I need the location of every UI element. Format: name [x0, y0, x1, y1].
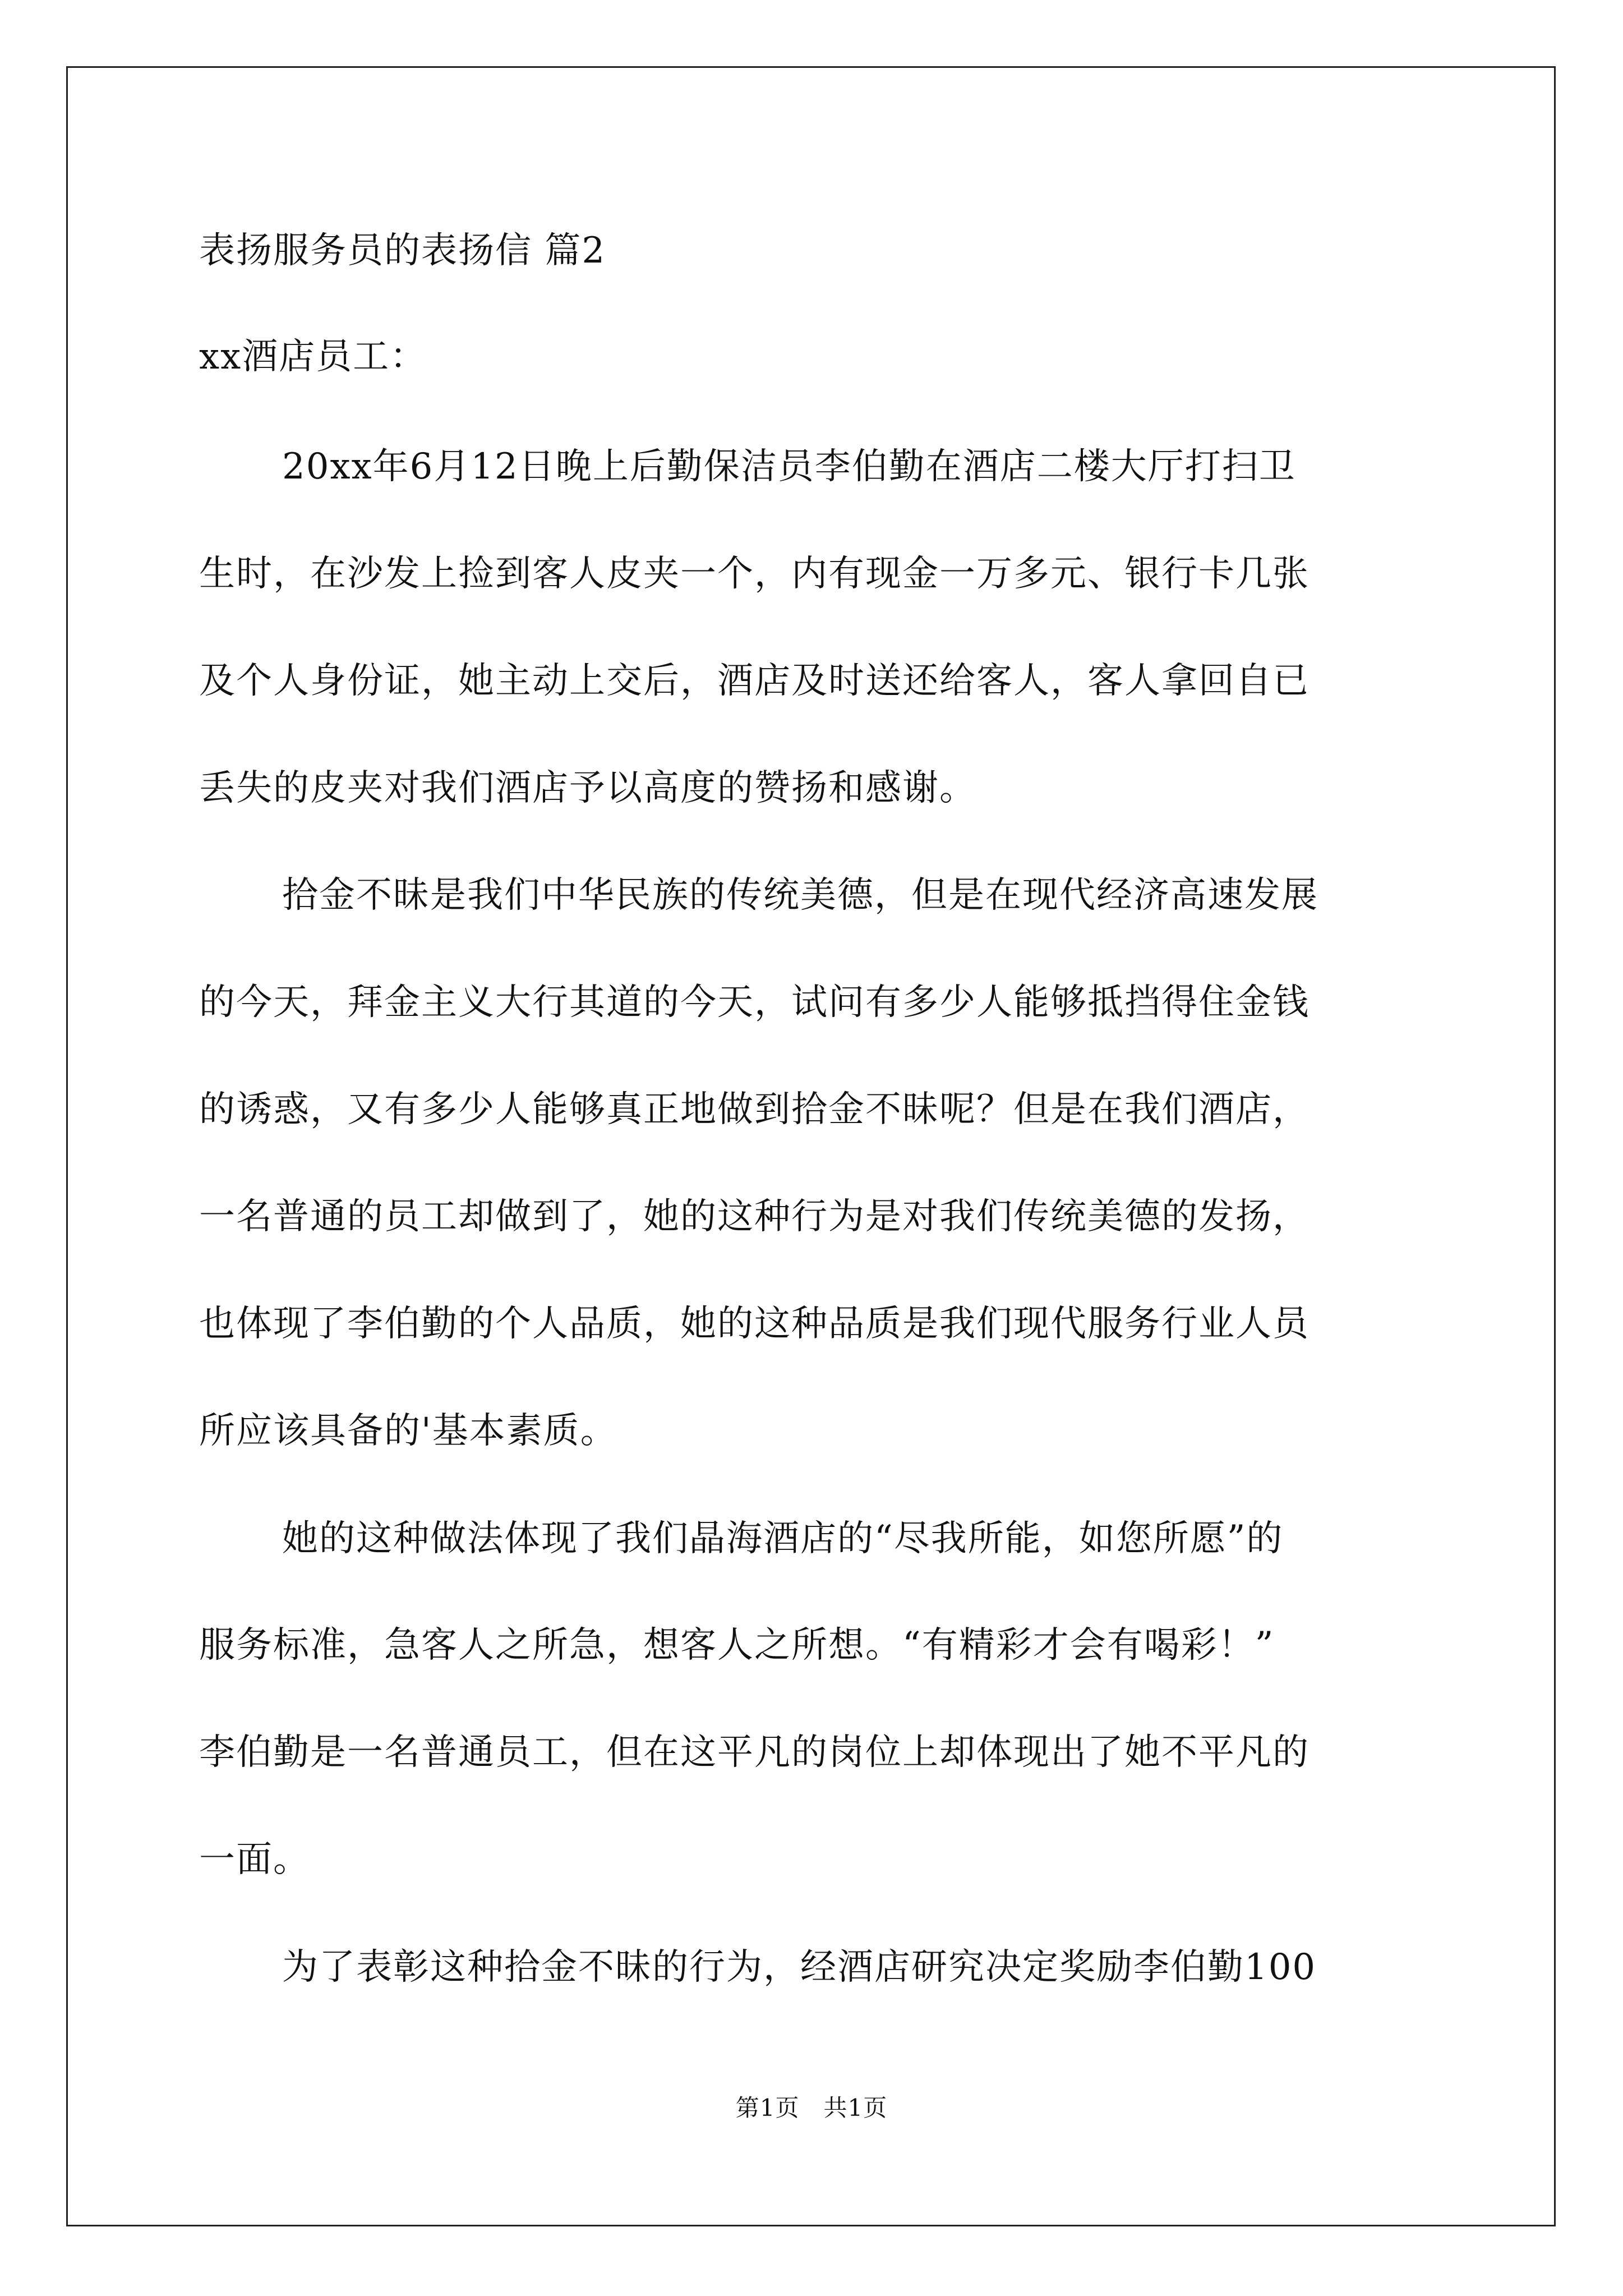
paragraph-2-line-4: 一名普通的员工却做到了，她的这种行为是对我们传统美德的发扬，: [199, 1196, 1310, 1237]
paragraph-1-line-3: 及个人身份证，她主动上交后，酒店及时送还给客人，客人拿回自已: [199, 660, 1310, 702]
paragraph-2-line-5: 也体现了李伯勤的个人品质，她的这种品质是我们现代服务行业人员: [199, 1303, 1310, 1345]
paragraph-3-line-4: 一面。: [199, 1839, 310, 1880]
paragraph-4-line-1: 为了表彰这种拾金不昧的行为，经酒店研究决定奖励李伯勤100: [282, 1947, 1317, 1988]
paragraph-3-line-2: 服务标准，急客人之所急，想客人之所想。“有精彩才会有喝彩！”: [199, 1625, 1275, 1666]
paragraph-1-line-1: 20xx年6月12日晚上后勤保洁员李伯勤在酒店二楼大厅打扫卫: [282, 446, 1296, 487]
page-frame: [66, 66, 1556, 2226]
paragraph-3-line-1: 她的这种做法体现了我们晶海酒店的“尽我所能，如您所愿”的: [282, 1518, 1284, 1559]
document-title: 表扬服务员的表扬信 篇2: [199, 230, 606, 272]
paragraph-1-line-2: 生时，在沙发上捡到客人皮夹一个，内有现金一万多元、银行卡几张: [199, 553, 1310, 595]
paragraph-2-line-3: 的诱惑，又有多少人能够真正地做到拾金不昧呢？但是在我们酒店，: [199, 1089, 1310, 1130]
paragraph-2-line-2: 的今天，拜金主义大行其道的今天，试问有多少人能够抵挡得住金钱: [199, 982, 1310, 1023]
page-footer: 第1页 共1页: [735, 2094, 888, 2122]
paragraph-1-line-4: 丢失的皮夹对我们酒店予以高度的赞扬和感谢。: [199, 767, 976, 809]
paragraph-2-line-1: 拾金不昧是我们中华民族的传统美德，但是在现代经济高速发展: [282, 875, 1318, 916]
paragraph-2-line-6: 所应该具备的'基本素质。: [199, 1410, 617, 1452]
paragraph-3-line-3: 李伯勤是一名普通员工，但在这平凡的岗位上却体现出了她不平凡的: [199, 1732, 1310, 1773]
salutation: xx酒店员工：: [199, 336, 427, 378]
